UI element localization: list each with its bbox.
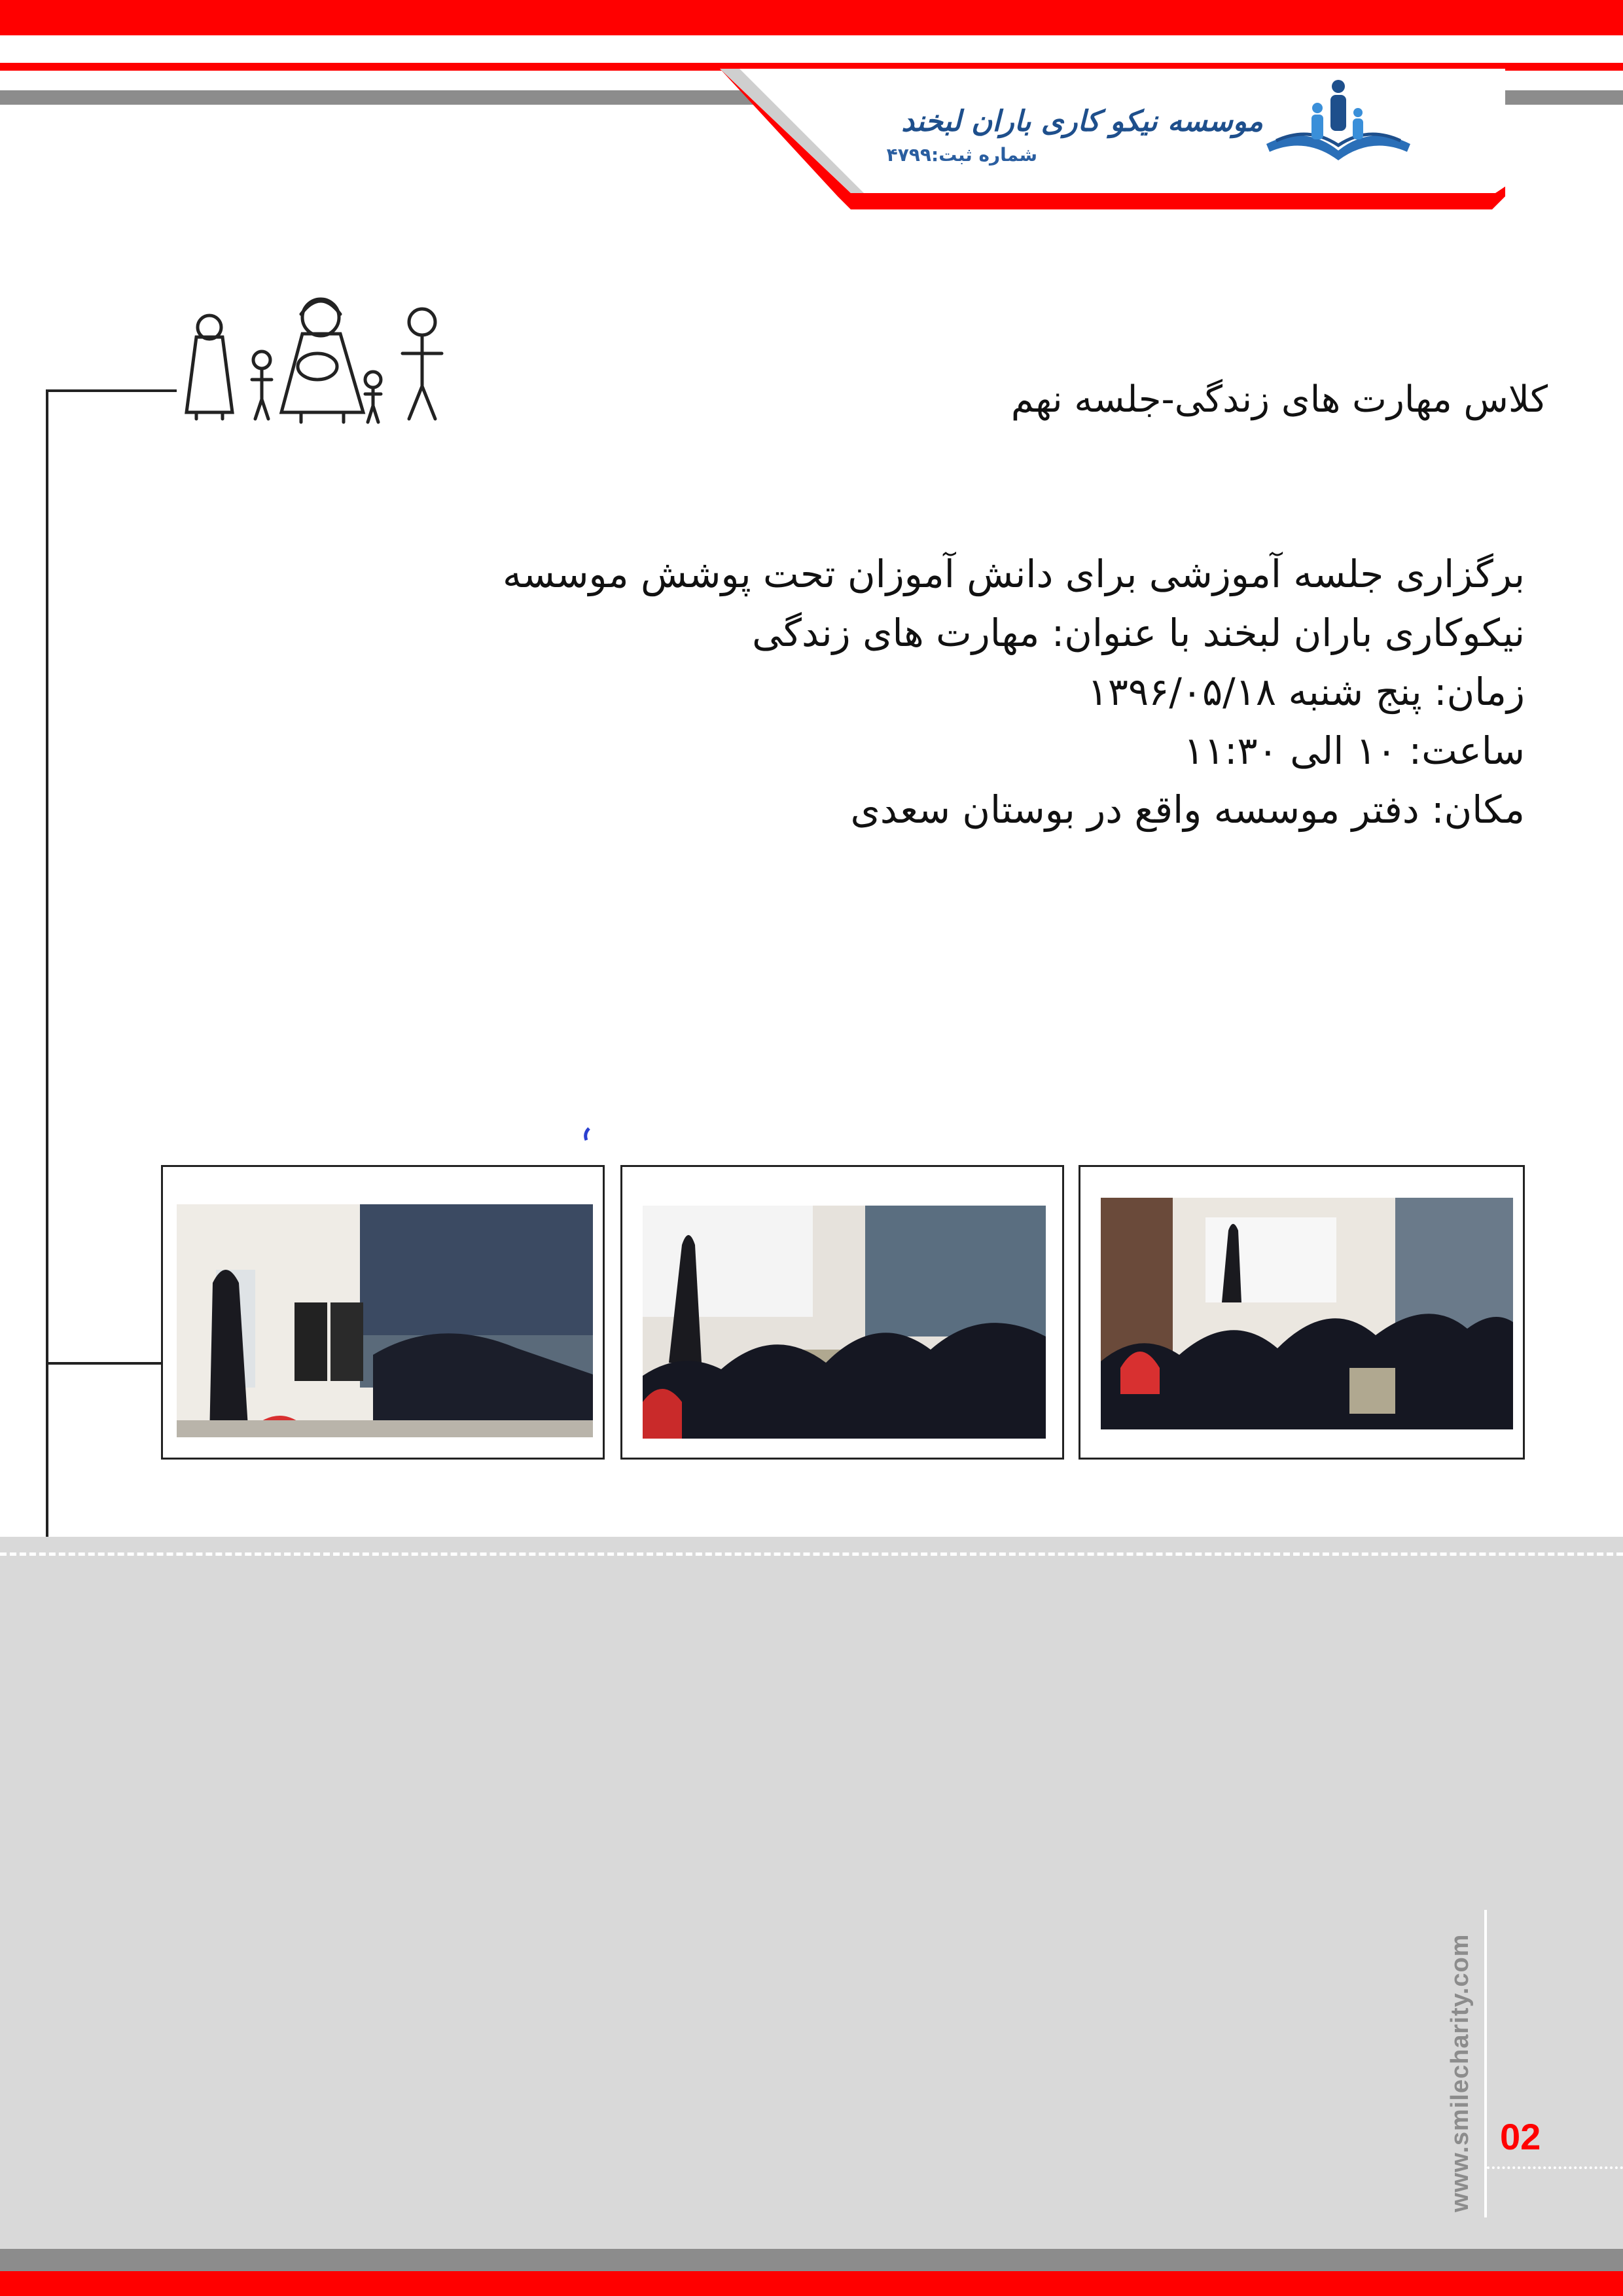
registration-number: شماره ثبت:۴۷۹۹ xyxy=(886,144,1037,166)
body-line: ساعت: ۱۰ الی ۱۱:۳۰ xyxy=(1183,728,1525,773)
bottom-gray-bar xyxy=(0,2249,1623,2271)
page-number: 02 xyxy=(1500,2116,1541,2157)
classroom-photo-icon xyxy=(177,1204,593,1437)
website-url: www.smilecharity.com xyxy=(1446,1933,1474,2212)
family-doodle-icon xyxy=(177,288,458,425)
footer-vertical-divider xyxy=(1484,1910,1487,2217)
footer-gray-area xyxy=(0,1537,1623,2250)
body-line: نیکوکاری باران لبخند با عنوان: مهارت های زندگی xyxy=(752,611,1525,655)
body-line: برگزاری جلسه آموزشی برای دانش آموزان تحت پوشش موسسه xyxy=(503,552,1525,596)
classroom-photo-icon xyxy=(1101,1198,1513,1429)
open-book-family-icon xyxy=(1260,79,1417,170)
top-red-bar xyxy=(0,0,1623,35)
classroom-photo-icon xyxy=(643,1206,1046,1439)
body-text xyxy=(177,545,1525,839)
blue-mark-icon xyxy=(582,1127,592,1141)
bottom-red-bar xyxy=(0,2271,1623,2296)
body-line: مکان: دفتر موسسه واقع در بوستان سعدی xyxy=(850,787,1525,832)
photo-classroom-left xyxy=(161,1165,605,1460)
footer-dotted-line xyxy=(1487,2166,1623,2169)
photo-classroom-right xyxy=(1079,1165,1525,1460)
footer-dashed-line xyxy=(0,1552,1623,1556)
photo-classroom-middle xyxy=(620,1165,1064,1460)
org-name: موسسه نیکو کاری باران لبخند xyxy=(901,105,1263,138)
page-title: کلاس مهارت های زندگی-جلسه نهم xyxy=(1010,378,1548,421)
body-line: زمان: پنج شنبه ۱۳۹۶/۰۵/۱۸ xyxy=(1087,670,1525,714)
